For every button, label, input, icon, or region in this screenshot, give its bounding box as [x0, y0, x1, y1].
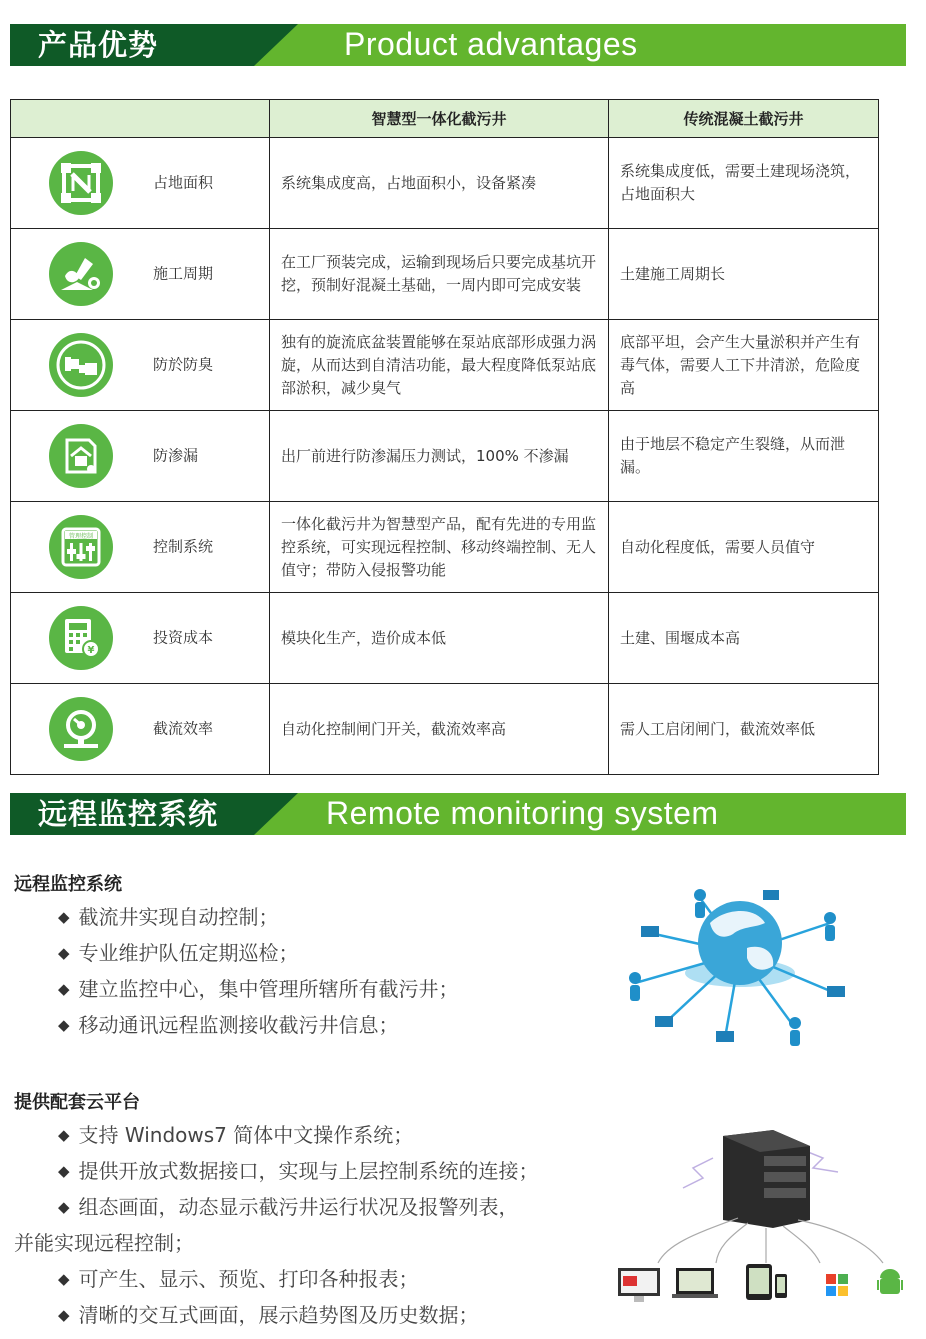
- feature-cell: [11, 229, 270, 320]
- comparison-table: [10, 99, 879, 775]
- header-smart: 智慧型一体化截污井: [270, 100, 609, 138]
- feature-cell: [11, 502, 270, 593]
- feature-name: 防於防臭: [153, 355, 214, 374]
- list-item: ◆ 建立监控中心，集中管理所辖所有截污井；: [58, 977, 459, 1001]
- control-icon-label: 管理控制: [68, 533, 94, 540]
- feature-name: 控制系统: [153, 537, 214, 556]
- feature-name: 占地面积: [153, 173, 214, 192]
- diamond-bullet-icon: ◆: [58, 980, 70, 998]
- remote-monitoring-banner: [10, 793, 906, 835]
- table-header-row: [11, 100, 879, 138]
- table-row: [11, 411, 879, 502]
- diamond-bullet-icon: ◆: [58, 944, 70, 962]
- diamond-bullet-icon: ◆: [58, 1016, 70, 1034]
- feature-cell: [11, 138, 270, 229]
- list-item: ◆ 清晰的交互式画面，展示趋势图及历史数据；: [58, 1303, 479, 1327]
- smart-cell: 系统集成度高，占地面积小，设备紧凑: [270, 138, 609, 229]
- feature-name: 截流效率: [153, 719, 214, 738]
- list-item-continuation: 并能实现远程控制；: [14, 1231, 194, 1255]
- cloud-bullet-list: [14, 1117, 594, 1333]
- banner-title-en: Product advantages: [344, 26, 638, 62]
- feature-name: 防渗漏: [153, 446, 199, 465]
- list-item: ◆ 提供开放式数据接口，实现与上层控制系统的连接；: [58, 1159, 539, 1183]
- list-item: ◆ 移动通讯远程监测接收截污井信息；: [58, 1013, 399, 1037]
- traditional-cell: 土建施工周期长: [609, 229, 879, 320]
- table-row: [11, 320, 879, 411]
- smart-cell: 在工厂预装完成，运输到现场后只要完成基坑开挖，预制好混凝土基础，一周内即可完成安装: [270, 229, 609, 320]
- list-item: ◆ 可产生、显示、预览、打印各种报表；: [58, 1267, 419, 1291]
- table-row: [11, 593, 879, 684]
- smart-cell: 出厂前进行防渗漏压力测试，100% 不渗漏: [270, 411, 609, 502]
- traditional-cell: 系统集成度低，需要土建现场浇筑，占地面积大: [609, 138, 879, 229]
- control-panel-icon: [49, 515, 113, 579]
- diamond-bullet-icon: ◆: [58, 1126, 70, 1144]
- diamond-bullet-icon: ◆: [58, 1306, 70, 1324]
- list-item: ◆ 截流井实现自动控制；: [58, 905, 279, 929]
- remote-section-title: 远程监控系统: [14, 874, 122, 895]
- table-row: [11, 229, 879, 320]
- floor-area-icon: [49, 151, 113, 215]
- traditional-cell: 由于地层不稳定产生裂缝，从而泄漏。: [609, 411, 879, 502]
- gauge-icon: [49, 697, 113, 761]
- calculator-icon: [49, 606, 113, 670]
- banner-title-cn: 远程监控系统: [38, 797, 219, 831]
- smart-cell: 自动化控制闸门开关，截流效率高: [270, 684, 609, 775]
- feature-cell: [11, 593, 270, 684]
- server-devices-illustration: [598, 1128, 920, 1308]
- traditional-cell: 底部平坦，会产生大量淤积并产生有毒气体，需要人工下井清淤，危险度高: [609, 320, 879, 411]
- product-advantages-banner: [10, 24, 906, 66]
- feature-cell: [11, 684, 270, 775]
- traditional-cell: 自动化程度低，需要人员值守: [609, 502, 879, 593]
- diamond-bullet-icon: ◆: [58, 1198, 70, 1216]
- leak-proof-icon: [49, 424, 113, 488]
- feature-name: 施工周期: [153, 264, 214, 283]
- smart-cell: 一体化截污井为智慧型产品，配有先进的专用监控系统，可实现远程控制、移动终端控制、无人值守；带防入侵报警功能: [270, 502, 609, 593]
- shovel-icon: [49, 242, 113, 306]
- traditional-cell: 土建、围堰成本高: [609, 593, 879, 684]
- cloud-section-title: 提供配套云平台: [14, 1092, 140, 1113]
- list-item: ◆ 支持 Windows7 简体中文操作系统；: [58, 1123, 414, 1147]
- table-row: [11, 684, 879, 775]
- header-traditional: 传统混凝土截污井: [609, 100, 879, 138]
- pipe-icon: [49, 333, 113, 397]
- table-row: [11, 502, 879, 593]
- list-item: ◆ 专业维护队伍定期巡检；: [58, 941, 299, 965]
- diamond-bullet-icon: ◆: [58, 908, 70, 926]
- banner-title-cn: 产品优势: [38, 28, 159, 62]
- diamond-bullet-icon: ◆: [58, 1270, 70, 1288]
- feature-name: 投资成本: [153, 628, 214, 647]
- header-feature: [11, 100, 270, 138]
- yen-symbol: ¥: [87, 645, 95, 656]
- diamond-bullet-icon: ◆: [58, 1162, 70, 1180]
- feature-cell: [11, 411, 270, 502]
- smart-cell: 模块化生产，造价成本低: [270, 593, 609, 684]
- network-globe-illustration: [615, 878, 860, 1048]
- feature-cell: [11, 320, 270, 411]
- table-row: [11, 138, 879, 229]
- remote-bullet-list: [58, 899, 459, 1043]
- list-item: ◆ 组态画面，动态显示截污井运行状况及报警列表，: [58, 1195, 519, 1219]
- banner-title-en: Remote monitoring system: [326, 795, 719, 831]
- smart-cell: 独有的旋流底盆装置能够在泵站底部形成强力涡旋，从而达到自清洁功能，最大程度降低泵站底部淤积，减少臭气: [270, 320, 609, 411]
- traditional-cell: 需人工启闭闸门，截流效率低: [609, 684, 879, 775]
